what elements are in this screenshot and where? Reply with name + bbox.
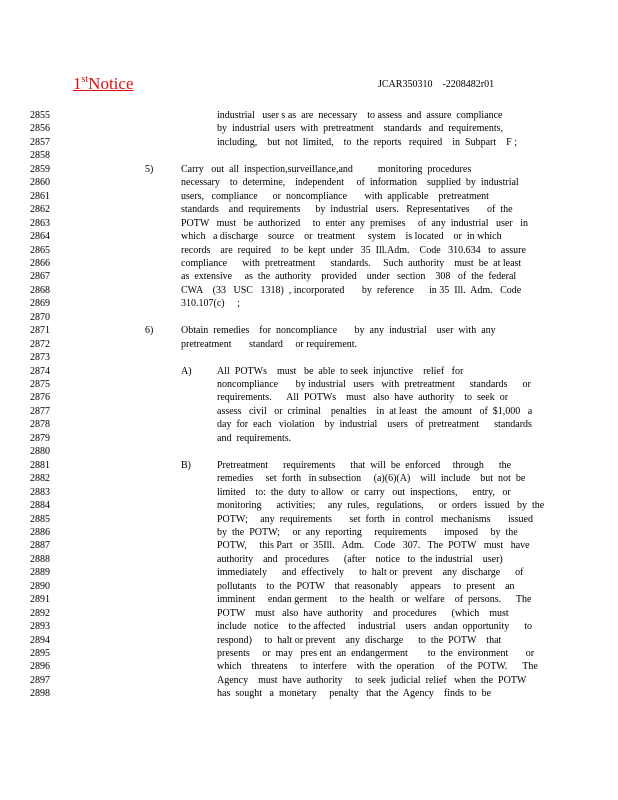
line-text: Carry out all inspection,surveillance,and monitoring procedures (181, 163, 472, 175)
line-text: noncompliance by industrial users with pretreatment standards or (217, 379, 531, 390)
line-number: 2860 (30, 177, 50, 189)
line-number: 2855 (30, 110, 50, 121)
line-number: 2862 (30, 204, 50, 216)
line-number: 2861 (30, 190, 50, 202)
document-line (0, 285, 618, 297)
line-text: limited to: the duty to allow or carry out inspections, entry, or (217, 486, 511, 498)
document-line (0, 110, 618, 122)
line-number: 2885 (30, 513, 50, 525)
clause-label: 5) (145, 163, 154, 175)
document-line (0, 581, 618, 593)
line-text: day for each violation by industrial users of pretreatment standards (217, 419, 532, 431)
line-number: 2863 (30, 217, 50, 229)
line-number: 2894 (30, 634, 50, 646)
line-number: 2866 (30, 257, 50, 269)
line-text: pretreatment standard or requirement. (181, 338, 358, 350)
line-text: monitoring activities; any rules, regulations, or orders issued by the (217, 500, 545, 512)
line-number: 2898 (30, 688, 50, 700)
line-text: immediately and effectively to halt or prevent any discharge of (217, 567, 524, 579)
document-line (0, 419, 618, 431)
line-number: 2896 (30, 661, 50, 673)
document-line (0, 648, 618, 660)
document-line (0, 218, 618, 230)
line-number: 2891 (30, 594, 50, 606)
line-text: POTW must also have authority and procedures (which must (217, 607, 509, 619)
notice-word: Notice (88, 74, 134, 93)
line-number: 2893 (30, 621, 50, 633)
document-line (0, 500, 618, 512)
line-text: imminent endan germent to the health or welfare of persons. The (217, 594, 532, 606)
line-number: 2881 (30, 459, 50, 471)
document-line (0, 392, 618, 404)
line-number: 2868 (30, 284, 50, 296)
document-line (0, 164, 618, 176)
document-line (0, 258, 618, 270)
line-text: industrial user s as are necessary to assess and assure compliance (217, 110, 503, 121)
line-number: 2890 (30, 580, 50, 592)
line-text: CWA (33 USC 1318) , incorporated by reference in 35 Ill. Adm. Code (181, 284, 522, 296)
line-text: include notice to the affected industrial users andan opportunity to (217, 621, 533, 633)
document-line (0, 271, 618, 283)
line-text: which threatens to interfere with the operation of the POTW. The (217, 661, 538, 673)
line-text: has sought a monetary penalty that the Agency finds to be (217, 688, 492, 700)
document-line (0, 191, 618, 203)
document-line (0, 123, 618, 135)
line-number: 2867 (30, 271, 50, 283)
line-number: 2883 (30, 486, 50, 498)
line-text: records are required to be kept under 35 Ill.Adm. Code 310.634 to assure (181, 244, 526, 256)
document-line (0, 635, 618, 647)
clause-label: A) (181, 365, 192, 377)
document-line (0, 204, 618, 216)
document-line (0, 137, 618, 149)
document-line (0, 177, 618, 189)
line-number: 2876 (30, 392, 50, 404)
document-line (0, 540, 618, 552)
line-text: 310.107(c) ; (181, 298, 240, 310)
document-line (0, 487, 618, 499)
notice-number: 1 (73, 74, 82, 93)
document-line (0, 433, 618, 445)
document-line (0, 366, 618, 378)
line-text: which a discharge source or treatment system is located or in which (181, 231, 502, 243)
document-line (0, 675, 618, 687)
line-text: and requirements. (217, 432, 292, 444)
line-number: 2873 (30, 352, 50, 364)
line-text: necessary to determine, independent of information supplied by industrial (181, 177, 519, 189)
line-number: 2870 (30, 311, 50, 323)
line-text: authority and procedures (after notice to the industrial user) (217, 553, 503, 565)
line-number: 2892 (30, 607, 50, 619)
line-number: 2895 (30, 648, 50, 659)
document-line (0, 554, 618, 566)
first-notice-heading (73, 74, 146, 94)
line-number: 2880 (30, 446, 50, 458)
document-line (0, 688, 618, 700)
line-text: Obtain remedies for noncompliance by any industrial user with any (181, 325, 496, 337)
clause-label: 6) (145, 325, 154, 337)
line-number: 2897 (30, 674, 50, 686)
clause-label: B) (181, 459, 191, 471)
line-number: 2859 (30, 163, 50, 175)
line-text: by the POTW; or any reporting requirements imposed by the (217, 526, 518, 538)
document-line (0, 379, 618, 391)
line-text: assess civil or criminal penalties in at least the amount of $1,000 a (217, 405, 533, 417)
document-line (0, 312, 618, 324)
line-number: 2888 (30, 553, 50, 565)
line-text: POTW; any requirements set forth in control mechanisms issued (217, 513, 533, 525)
line-text: standards and requirements by industrial users. Representatives of the (181, 204, 513, 216)
line-text: requirements. All POTWs must also have authority to seek or (217, 392, 509, 404)
line-number: 2878 (30, 419, 50, 431)
line-number: 2882 (30, 473, 50, 485)
document-line (0, 245, 618, 257)
document-line (0, 661, 618, 673)
line-text: POTW must be authorized to enter any premises of any industrial user in (181, 217, 528, 229)
line-number: 2856 (30, 123, 50, 135)
document-line (0, 298, 618, 310)
line-number: 2869 (30, 298, 50, 310)
document-line (0, 473, 618, 485)
line-number: 2858 (30, 150, 50, 162)
line-text: compliance with pretreatment standards. Such authority must be at least (181, 257, 522, 269)
line-number: 2889 (30, 567, 50, 579)
line-number: 2871 (30, 325, 50, 337)
line-number: 2886 (30, 526, 50, 538)
line-number: 2857 (30, 136, 50, 148)
document-line (0, 514, 618, 526)
document-line (0, 608, 618, 620)
line-text: Agency must have authority to seek judicial relief when the POTW (217, 674, 527, 686)
line-number: 2879 (30, 432, 50, 444)
line-number: 2872 (30, 338, 50, 350)
line-number: 2884 (30, 500, 50, 512)
document-line (0, 325, 618, 337)
document-line (0, 352, 618, 364)
line-number: 2865 (30, 244, 50, 256)
document-line (0, 150, 618, 162)
line-text: Pretreatment requirements that will be enforced through the (217, 459, 512, 471)
line-text: pollutants to the POTW that reasonably appears to present an (217, 580, 515, 592)
document-line (0, 621, 618, 633)
line-text: as extensive as the authority provided under section 308 of the federal (181, 271, 517, 283)
document-code: JCAR350310 -2208482r01 (378, 79, 495, 90)
notice-ordinal-suffix: st (81, 74, 89, 85)
document-line (0, 339, 618, 351)
document-line (0, 527, 618, 539)
line-text: All POTWs must be able to seek injunctive relief for (217, 365, 464, 377)
document-line (0, 460, 618, 472)
line-text: respond) to halt or prevent any discharge to the POTW that (217, 634, 502, 646)
line-number: 2887 (30, 540, 50, 552)
line-number: 2874 (30, 365, 50, 377)
document-line (0, 406, 618, 418)
document-line (0, 446, 618, 458)
line-text: remedies set forth in subsection (a)(6)(A) will include but not be (217, 473, 526, 485)
line-text: by industrial users with pretreatment standards and requirements, (217, 123, 504, 135)
document-line (0, 594, 618, 606)
line-text: including, but not limited, to the reports required in Subpart F ; (217, 136, 517, 148)
line-number: 2877 (30, 405, 50, 417)
line-number: 2875 (30, 379, 50, 390)
line-text: presents or may pres ent an endangerment to the environment or (217, 648, 535, 659)
page-header (0, 0, 618, 100)
line-text: POTW, this Part or 35Ill. Adm. Code 307. The POTW must have (217, 540, 530, 552)
document-line (0, 231, 618, 243)
line-number: 2864 (30, 231, 50, 243)
document-line (0, 567, 618, 579)
line-text: users, compliance or noncompliance with applicable pretreatment (181, 190, 489, 202)
